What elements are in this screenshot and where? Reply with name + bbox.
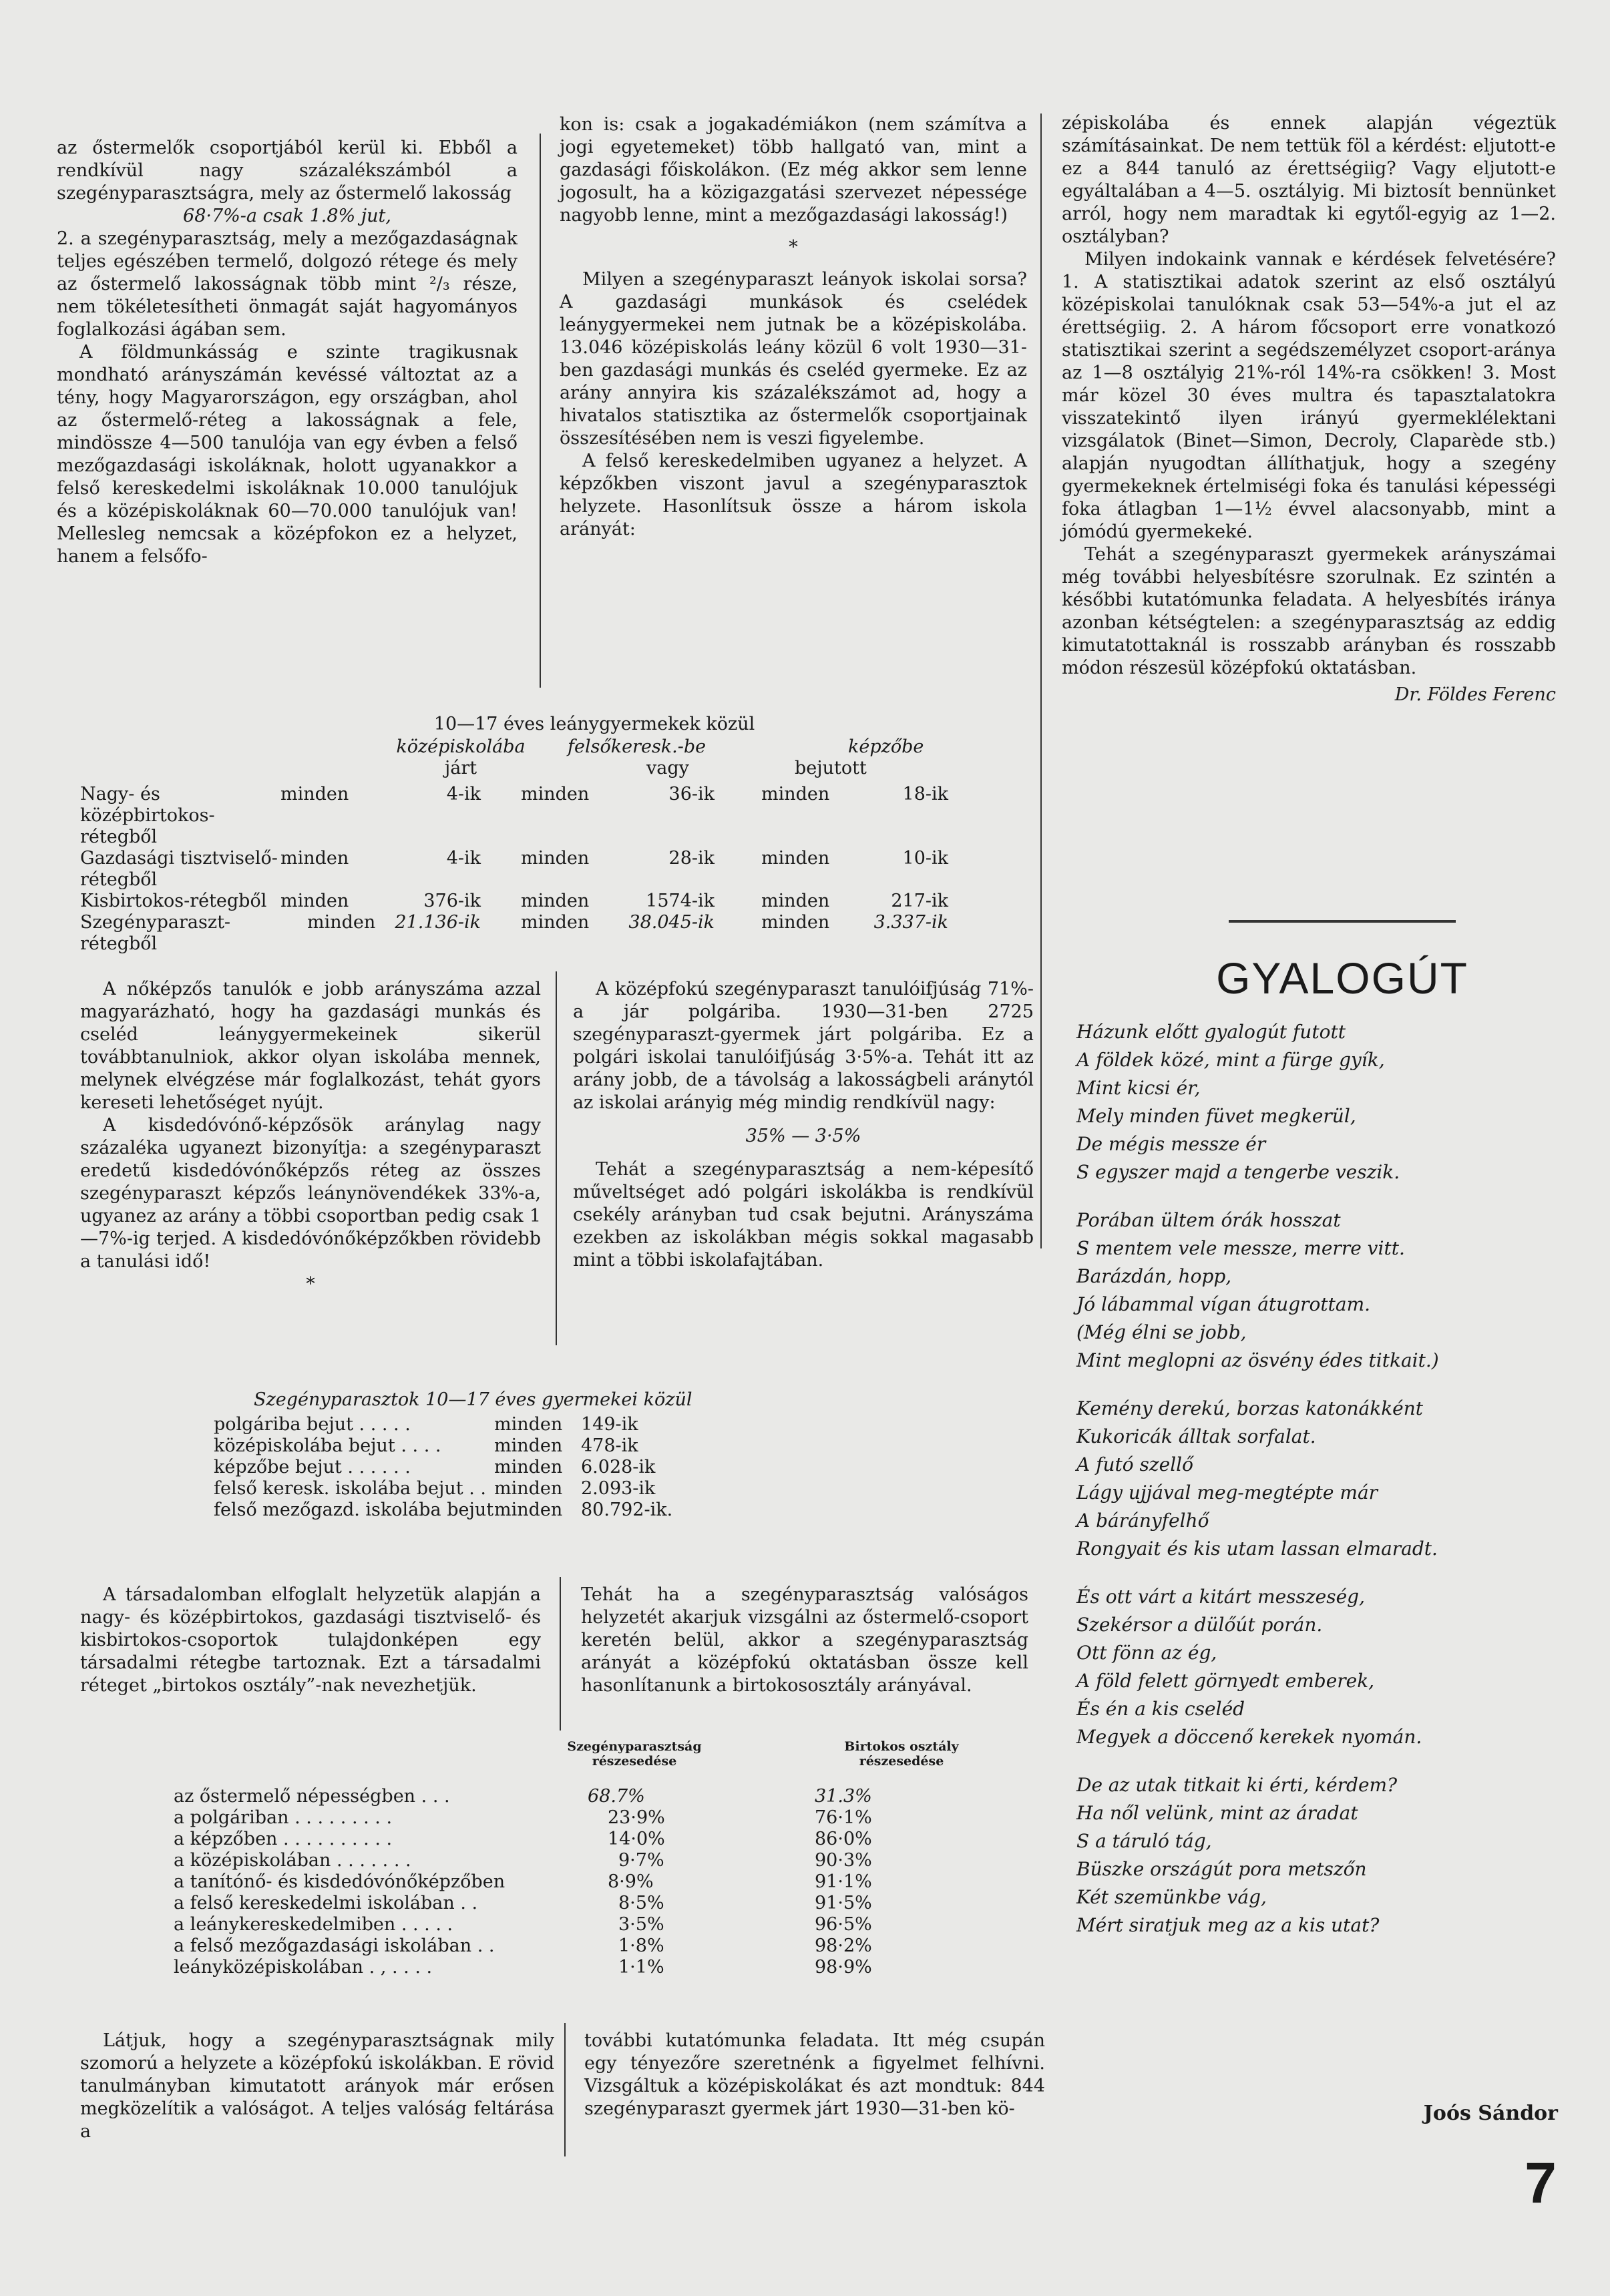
poem-line: Mely minden füvet megkerül, — [1076, 1105, 1356, 1127]
data-table — [214, 1414, 701, 1521]
label-text: a középiskolában — [174, 1850, 331, 1871]
cell: 3.337-ik — [873, 912, 948, 933]
cell: minden — [521, 784, 590, 805]
table-row — [214, 1414, 701, 1435]
row-label — [174, 1850, 588, 1871]
table-row — [174, 1935, 948, 1957]
label-text: polgáriba bejut — [214, 1414, 353, 1435]
row-label — [214, 1500, 494, 1521]
stanza — [1076, 1771, 1571, 1939]
cell: 86·0% — [815, 1829, 872, 1849]
cell: 91·1% — [815, 1871, 872, 1892]
mid-col2 — [573, 978, 1034, 1272]
poem-line: A földek közé, mint a fürge gyík, — [1076, 1049, 1385, 1071]
poem-line: A bárányfelhő — [1076, 1510, 1209, 1532]
column-head: középiskolába — [396, 736, 526, 757]
cell: 98·9% — [815, 1957, 872, 1978]
table-heading: 10—17 éves leánygyermekek közül — [433, 714, 755, 734]
table-reszesedes — [174, 1739, 1042, 1978]
cell: 8·5% — [618, 1893, 664, 1913]
poem-line: Jó lábammal vígan átugrottam. — [1076, 1293, 1371, 1315]
poem-line: Lágy ujjával meg-megtépte már — [1076, 1481, 1378, 1504]
cell: 376-ik — [423, 891, 481, 911]
leader-dots: . . . . . . . . . . — [283, 1829, 393, 1849]
col1-top — [57, 137, 518, 568]
paragraph: az őstermelők csoportjából kerül ki. Ebből a rendkívül nagy százalékszámból a szegényparasztságra, mely az őstermelő lakosság — [57, 138, 518, 204]
paragraph: 2. a szegényparasztság, mely a mezőgazdaságnak teljes egészében termelő, dolgozó rétege és mely az őstermelő lakosságnak több mint ²/₃ része, nem tökéletesítheti önmagát saját hagyományos foglalkozási ágában sem. — [57, 228, 518, 340]
paragraph: zépiskolába és ennek alapján végeztük számításainkat. De nem tettük föl a kérdést: eljutott-e ez a 844 tanuló az érettségiig? Vagy eljutott-e egyáltalában a 4—5. osztályig. Mi biztosít bennünket arról, hogy nem maradtak ki egytől-egyig az 1—2. osztályban? — [1062, 113, 1556, 247]
cell: 23·9% — [608, 1807, 665, 1828]
row-label — [174, 1893, 588, 1914]
cell: 98·2% — [815, 1935, 872, 1956]
paragraph: Milyen indokaink vannak e kérdések felvetésére? 1. A statisztikai adatok szerint az első osztályú középiskolai tanulóknak csak 53—54%-a jut el az érettségiig. 2. A három főcsoport erre vonatkozó statisztikai szerint a segédszemélyzet csoport-aránya az 1—8 osztályig 21%-ról 14%-ra csökken! 3. Most már közel 30 éves multra és tapasztalatokra visszatekintő ilyen irányú gyermeklélektani vizsgálatok (Binet—Simon, Decroly, Claparède stb.) alapján nyugodtan állíthatjuk, hogy a szegény gyermekeknek értelmiségi foka és tanulási képességi foka átlagban 1—1½ évvel alacsonyabb, mint a jómódú gyermekeké. — [1062, 249, 1556, 542]
label-text: a leánykereskedelmiben — [174, 1914, 396, 1935]
table-row — [80, 848, 948, 891]
paragraph: Milyen a szegényparaszt leányok iskolai sorsa? A gazdasági munkások és cselédek leánygyermekei nem jutnak be a középiskolába. 13.046 középiskolás leány közül 6 volt 1930—31-ben gazdasági munkás és cseléd gyermeke. Ez az arány annyira kis százalékszámot ad, hogy a hivatalos statisztika az őstermelők csoportjainak összesítésében nem is veszi figyelembe. — [560, 269, 1027, 449]
row-label — [214, 1478, 494, 1500]
paragraph: A földmunkásság e szinte tragikusnak mondható arányszámán kevéssé változtat az a tény, hogy Magyarországon, egy országban, ahol az őstermelő-réteg a lakosságnak a fele, mindössze 4—500 tanulója van egy évben a felső mezőgazdasági iskoláknak, holott ugyanakkor a felső kereskedelmi iskoláknak 10.000 tanulójuk és a középiskoláknak 60—70.000 tanulójuk van! Mellesleg nemcsak a középfokon ez a helyzet, hanem a felsőfo- — [57, 342, 518, 567]
cell: minden — [280, 784, 349, 805]
row-label: Kisbirtokos-rétegből — [80, 891, 267, 911]
table-leanygyermekek — [80, 713, 1028, 955]
table-row — [214, 1435, 701, 1457]
paragraph: további kutatómunka feladata. Itt még csupán egy tényezőre szeretnénk a figyelmet felhívni. Vizsgáltuk a középiskolákat és azt mondtuk: 844 szegényparaszt gyermek járt 1930—31-ben kö- — [584, 2030, 1045, 2119]
cell: 14·0% — [608, 1829, 665, 1849]
cell: 96·5% — [815, 1914, 872, 1935]
cell: 4-ik — [446, 848, 481, 869]
table-row — [174, 1786, 948, 1807]
label-text: a tanítónő- és kisdedóvónőképzőben — [174, 1871, 506, 1892]
row-label — [214, 1414, 494, 1435]
row-label: Gazdasági tisztviselő-rétegből — [80, 848, 278, 890]
column-rule — [540, 134, 541, 688]
table-row — [174, 1893, 948, 1914]
label-text: képzőbe bejut — [214, 1457, 342, 1477]
paragraph: Tehát a szegényparaszt gyermekek arányszámai még további helyesbítésre szorulnak. Ez szintén a későbbi kutatómunka feladata. A helyesbítés iránya azonban kétségtelen: a szegényparasztság az eddig kimutatottaknál is rosszabb arányban és rosszabb módon részesül középfokú oktatásban. — [1062, 544, 1556, 678]
stanza — [1076, 1206, 1571, 1375]
cell: 68.7% — [588, 1786, 645, 1807]
column-head: Szegényparasztság részesedése — [567, 1739, 702, 1769]
row-label — [174, 1871, 588, 1893]
cell: minden — [521, 912, 590, 933]
paragraph: A kisdedóvónő-képzősök aránylag nagy százaléka ugyanezt bizonyítja: a szegényparaszt eredetű kisdedóvónőképzős réteg az összes szegényparaszt képzős leánynövendékek 33%-a, ugyanez az arány a többi csoportban pedig csak 1—7%-ig terjed. A kisdedóvónőképzőkben rövidebb a tanulási idő! — [80, 1115, 541, 1272]
poem-line: De mégis messze ér — [1076, 1133, 1266, 1155]
table-row — [174, 1914, 948, 1935]
paragraph: kon is: csak a jogakadémiákon (nem számítva a jogi egyetemeket) több hallgató van, mint a gazdasági főiskolákon. (Ez még akkor sem lenne jogosult, ha a közigazgatási szervezet népessége nagyobb lenne, mint a mezőgazdasági lakosság!) — [560, 114, 1027, 226]
leader-dots: . . — [460, 1893, 478, 1913]
column-head: Birtokos osztály részesedése — [844, 1739, 959, 1769]
lower-col2 — [581, 1584, 1028, 1697]
column-sub: járt — [444, 758, 477, 778]
poem-line: Mint kicsi ér, — [1076, 1077, 1201, 1099]
row-label: Szegényparaszt-rétegből — [80, 912, 231, 954]
cell: minden — [494, 1500, 563, 1520]
table-row — [174, 1957, 948, 1978]
label-text: a felső kereskedelmi iskolában — [174, 1893, 455, 1913]
cell: minden — [280, 891, 349, 911]
row-label — [174, 1829, 588, 1850]
poem-line: Porában ültem órák hosszat — [1076, 1209, 1341, 1231]
cell: minden — [494, 1414, 563, 1435]
cell: 3·5% — [618, 1914, 664, 1935]
poem-line: Ott fönn az ég, — [1076, 1642, 1217, 1664]
cell: 80.792-ik. — [581, 1500, 673, 1520]
cell: 1574-ik — [646, 891, 715, 911]
label-text: leányközépiskolában — [174, 1957, 364, 1978]
cell: minden — [761, 891, 830, 911]
cell: 1·8% — [618, 1935, 664, 1956]
poem-line: Büszke országút pora metszőn — [1076, 1858, 1367, 1880]
label-text: felső mezőgazd. iskolába bejut — [214, 1500, 494, 1520]
poem-line: Két szemünkbe vág, — [1076, 1886, 1267, 1908]
poem-line: De az utak titkait ki érti, kérdem? — [1076, 1774, 1398, 1796]
label-text: középiskolába bejut — [214, 1435, 395, 1456]
column-rule — [564, 2023, 566, 2156]
cell: 21.136-ik — [395, 912, 481, 933]
paragraph: A társadalomban elfoglalt helyzetük alapján a nagy- és középbirtokos, gazdasági tisztviselő- és kisbirtokos-csoportok tulajdonképen egy társadalmi rétegbe tartoznak. Ezt a társadalmi réteget „birtokos osztály”-nak nevezhetjük. — [80, 1584, 541, 1696]
column-head: képzőbe — [848, 736, 924, 757]
label-text: a képzőben — [174, 1829, 278, 1849]
paragraph: A nőképzős tanulók e jobb arányszáma azzal magyarázható, hogy ha gazdasági munkás és cseléd leánygyermekeinek sikerül továbbtanulniok, akkor olyan iskolába mennek, melynek elvégzése már foglalkozást, tehát gyors kereseti lehetőséget nyújt. — [80, 979, 541, 1113]
cell: minden — [761, 784, 830, 805]
cell: 217-ik — [891, 891, 948, 911]
cell: 18-ik — [902, 784, 948, 805]
page-number: 7 — [1525, 2151, 1557, 2215]
poem-line: Barázdán, hopp, — [1076, 1265, 1232, 1287]
row-label — [174, 1957, 588, 1978]
paragraph: Tehát ha a szegényparasztság valóságos helyzetét akarjuk vizsgálni az őstermelő-csoport keretén belül, akkor a szegényparasztság arányát a középfokú oktatásban össze kell hasonlítanunk a birtokososztály arányával. — [581, 1584, 1028, 1696]
column-rule — [560, 1577, 561, 1731]
paragraph: Tehát a szegényparasztság a nem-képesítő műveltséget adó polgári iskolákba is rendkívül csekély arányban tud csak bejutni. Arányszáma ezekben az iskolákban mégis sokkal magasabb mint a többi iskolafajtában. — [573, 1159, 1034, 1271]
cell: 10-ik — [902, 848, 948, 869]
separator-star: * — [789, 237, 798, 258]
cell: minden — [307, 912, 376, 933]
stanza — [1076, 1583, 1571, 1751]
cell: 76·1% — [815, 1807, 872, 1828]
poem-line: S mentem vele messze, merre vitt. — [1076, 1237, 1405, 1259]
leader-dots: . . . . . . — [347, 1457, 411, 1477]
poem-line: Mért siratjuk meg az a kis utat? — [1076, 1914, 1380, 1936]
paragraph: Látjuk, hogy a szegényparasztságnak mily szomorú a helyzete a középfokú iskolákban. E rövid tanulmányban kimutatott arányok már erősen megközelítik a valóságot. A teljes valóság feltárása a — [80, 2030, 554, 2142]
col2-top — [560, 113, 1027, 541]
cell: 4-ik — [446, 784, 481, 805]
cell: minden — [494, 1435, 563, 1456]
col3-top — [1062, 112, 1556, 706]
row-label — [174, 1786, 588, 1807]
column-sub: vagy — [646, 758, 689, 778]
cell: minden — [761, 848, 830, 869]
table-row — [214, 1478, 701, 1500]
stanza — [1076, 1018, 1571, 1186]
poem-line: És ott várt a kitárt messzeség, — [1076, 1586, 1365, 1608]
column-sub: bejutott — [795, 758, 867, 778]
column-rule — [556, 971, 557, 1345]
cell: 2.093-ik — [581, 1478, 656, 1499]
cell: minden — [280, 848, 349, 869]
poem-body — [1076, 1018, 1571, 1960]
poem-line: Kukoricák álltak sorfalat. — [1076, 1425, 1316, 1447]
table-row — [174, 1829, 948, 1850]
title-rule — [1229, 920, 1456, 923]
table-row — [174, 1850, 948, 1871]
table-title: Szegényparasztok 10—17 éves gyermekei közül — [254, 1389, 692, 1410]
poem-line: Házunk előtt gyalogút futott — [1076, 1021, 1346, 1043]
table-row — [214, 1457, 701, 1478]
table-row — [174, 1807, 948, 1829]
cell: 90·3% — [815, 1850, 872, 1871]
leader-dots: . . . . . — [401, 1914, 453, 1935]
table-szegenyparaszt-gyermekek — [200, 1389, 1002, 1521]
poem-line: Szekérsor a dülőút porán. — [1076, 1614, 1323, 1636]
mid-col1 — [80, 978, 541, 1296]
leader-dots: . . . — [421, 1786, 450, 1807]
table-row — [80, 891, 948, 912]
bottom-col2 — [584, 2030, 1045, 2120]
cell: 91·5% — [815, 1893, 872, 1913]
table-row — [80, 912, 948, 955]
data-table — [80, 784, 948, 955]
poem-line: Mint meglopni az ösvény édes titkait.) — [1076, 1349, 1439, 1371]
paragraph: 68·7%-a csak 1.8% jut, — [183, 206, 391, 226]
stanza — [1076, 1395, 1571, 1563]
label-text: felső keresk. iskolába bejut — [214, 1478, 463, 1499]
label-text: a felső mezőgazdasági iskolában — [174, 1935, 472, 1956]
cell: 28-ik — [668, 848, 715, 869]
lower-col1 — [80, 1584, 541, 1697]
poem-line: És én a kis cseléd — [1076, 1698, 1245, 1720]
poem-line: (Még élni se jobb, — [1076, 1321, 1247, 1343]
cell: 9·7% — [618, 1850, 664, 1871]
table-row — [80, 784, 948, 848]
poem-line: Kemény derekú, borzas katonákként — [1076, 1397, 1424, 1419]
poem-line: S egyszer majd a tengerbe veszik. — [1076, 1161, 1400, 1183]
cell: 1·1% — [618, 1957, 664, 1978]
leader-dots: . . . . — [401, 1435, 441, 1456]
cell: 478-ik — [581, 1435, 638, 1456]
data-table — [174, 1786, 948, 1978]
paragraph: A felső kereskedelmiben ugyanez a helyzet. A képzőkben viszont javul a szegényparasztok helyzete. Hasonlítsuk össze a három iskola arányát: — [560, 451, 1027, 539]
row-label — [214, 1457, 494, 1478]
cell: minden — [494, 1457, 563, 1477]
cell: 6.028-ik — [581, 1457, 656, 1477]
row-label — [214, 1435, 494, 1457]
column-rule — [1040, 113, 1042, 1248]
leader-dots: . . . . . . . — [337, 1850, 411, 1871]
cell: 8·9% — [608, 1871, 654, 1892]
cell: minden — [761, 912, 830, 933]
row-label — [174, 1807, 588, 1829]
poem-author: Joós Sándor — [1423, 2102, 1558, 2125]
row-label — [174, 1914, 588, 1935]
row-label — [174, 1935, 588, 1957]
cell: minden — [521, 848, 590, 869]
table-row — [174, 1871, 948, 1893]
poem-line: Megyek a döccenő kerekek nyomán. — [1076, 1726, 1422, 1748]
poem-title: GYALOGÚT — [1216, 953, 1468, 1003]
label-text: az őstermelő népességben — [174, 1786, 416, 1807]
poem-line: A futó szellő — [1076, 1453, 1193, 1475]
poem-line: Ha nől velünk, mint az áradat — [1076, 1802, 1358, 1824]
ratio-line: 35% — 3·5% — [745, 1126, 861, 1146]
cell: 149-ik — [581, 1414, 638, 1435]
poem-line: A föld felett görnyedt emberek, — [1076, 1670, 1375, 1692]
cell: 31.3% — [815, 1786, 872, 1807]
table-row — [214, 1500, 701, 1521]
cell: 38.045-ik — [628, 912, 715, 933]
leader-dots: . . . . . . . . . — [294, 1807, 393, 1828]
leader-dots: . . — [477, 1935, 495, 1956]
cell: minden — [521, 891, 590, 911]
cell: minden — [494, 1478, 563, 1499]
label-text: a polgáriban — [174, 1807, 289, 1828]
separator-star: * — [306, 1274, 315, 1295]
leader-dots: . . . . . — [359, 1414, 411, 1435]
paragraph: A középfokú szegényparaszt tanulóifjúság 71%-a jár polgáriba. 1930—31-ben 2725 szegényparaszt-gyermek járt polgáriba. Ez a polgári iskolai tanulóifjúság 3·5%-a. Tehát itt az arány jobb, de a távolság a lakosságbeli aránytól az iskolai arányig még mindig rendkívül nagy: — [573, 979, 1034, 1113]
leader-dots: . . — [469, 1478, 486, 1499]
signature: Dr. Földes Ferenc — [1394, 684, 1556, 705]
row-label: Nagy- és középbirtokos-rétegből — [80, 784, 215, 847]
leader-dots: . , . . . . — [369, 1957, 433, 1978]
poem-line: S a táruló tág, — [1076, 1830, 1212, 1852]
bottom-col1 — [80, 2030, 554, 2143]
poem-line: Rongyait és kis utam lassan elmaradt. — [1076, 1538, 1438, 1560]
cell: 36-ik — [668, 784, 715, 805]
column-head: felsőkeresk.-be — [568, 736, 707, 757]
